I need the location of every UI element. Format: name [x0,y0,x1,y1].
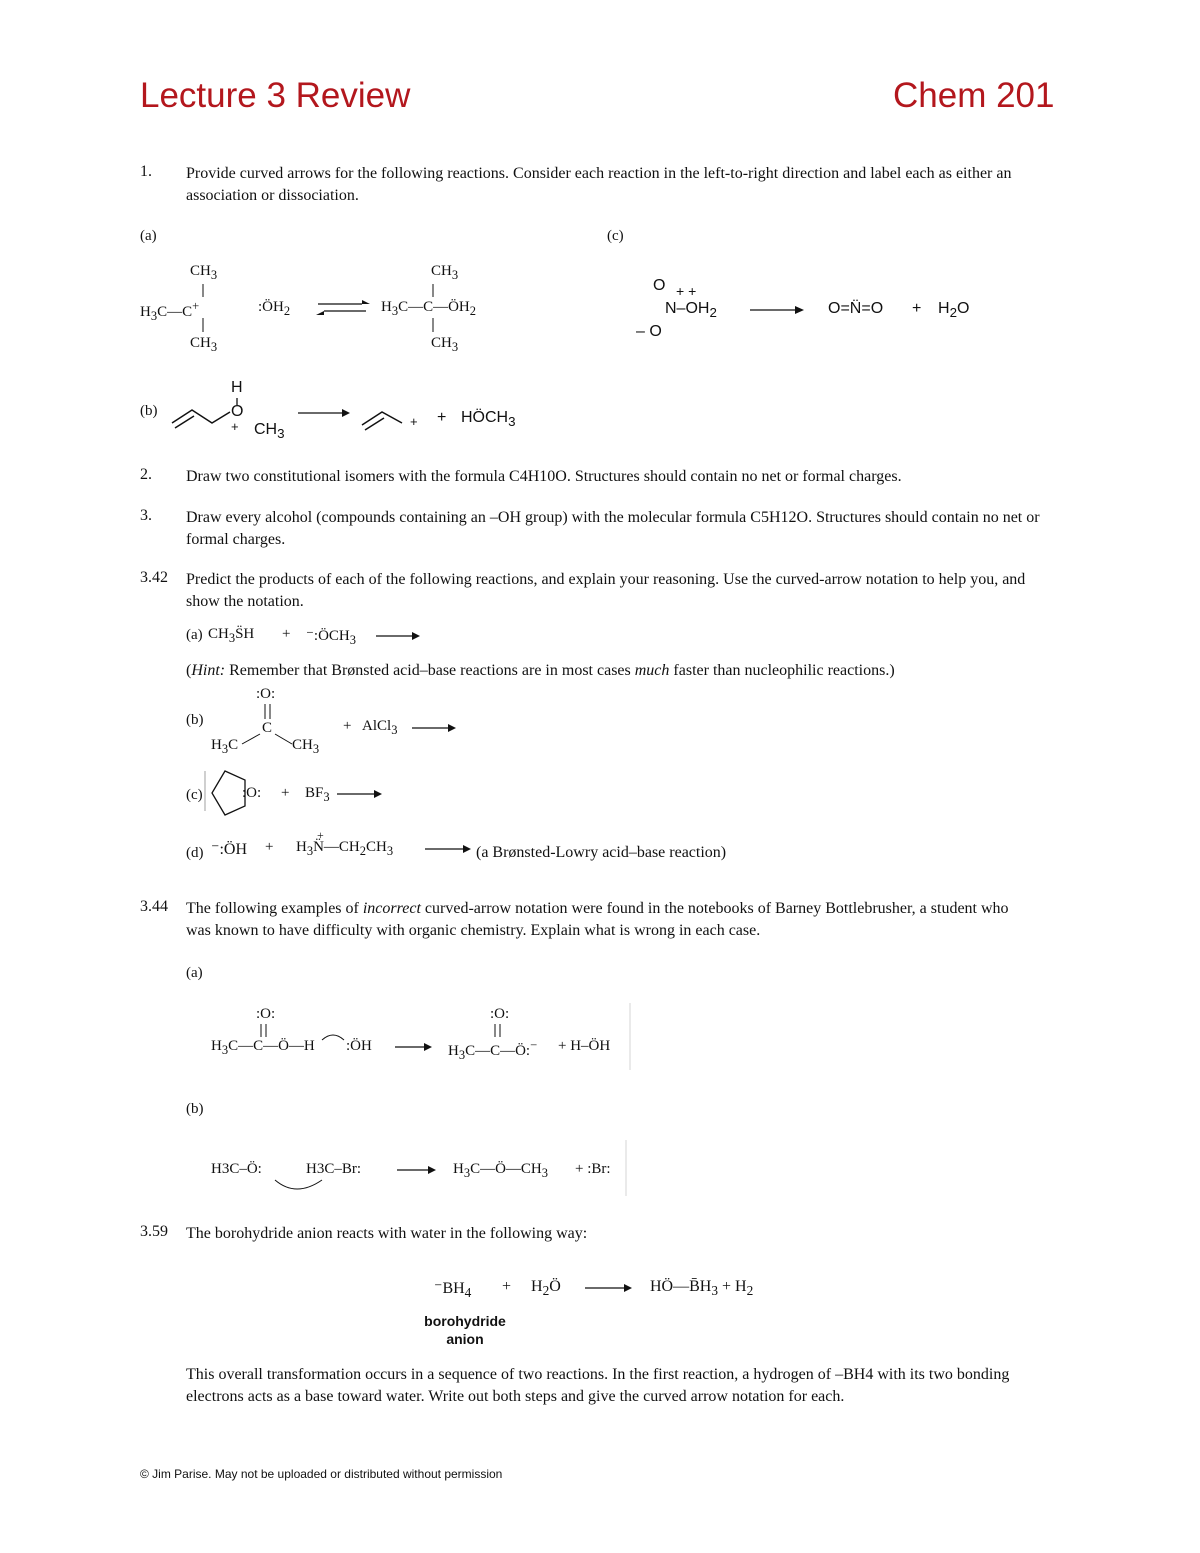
q1b-product: $HÖCH_3$ [461,409,516,430]
q342a-plus: + [282,626,291,642]
q342b-oxygen: :O: [256,686,276,702]
q1a-product-ch3-top: $CH_3$ [431,263,459,282]
q344b-p2: + :Br: [575,1161,611,1177]
q1c-plus: + [912,300,922,317]
q1b-charge: + [231,419,239,434]
question-3-number: 3. [140,507,152,524]
q342c-oxygen: :O: [242,785,262,801]
q1b-o: O [231,403,244,420]
q344b-r1: H3C–Ö: [211,1161,262,1177]
q342a-r1: $CH_3S̈H$ [208,626,255,645]
q359-reactant1: $^-BH_4$ [434,1280,472,1301]
q1b-label: (b) [140,403,158,419]
question-1-number: 1. [140,163,152,180]
q1a-product-ch3-bottom: $CH_3$ [431,335,459,354]
q1a-ch3-bottom: $CH_3$ [190,335,218,354]
q342a-label: (a) [186,627,203,643]
q1c-n-oh2: $N-OH_2$ [665,300,717,321]
q344b-label: (b) [186,1101,204,1117]
q1c-product-water: $H_2O$ [938,300,970,321]
q344a-label: (a) [186,965,203,981]
question-344-number: 3.44 [140,898,168,915]
q1c-label: (c) [607,228,624,244]
q342b-reagent: AlCl$_3$ [362,718,398,737]
q342d-r1: ⁻:ÖH [211,841,247,858]
q342b-carbon: C [262,720,273,736]
q359-arrow [0,0,1,1]
q342a-r2: $^-:ÖCH_3$ [306,628,357,647]
q1a-h3c: $H_3C—C^+$ [140,299,200,323]
q344b-p1: $H_3C—Ö—CH_3$ [453,1161,549,1180]
q1b-h: H [231,379,243,396]
q1c-o-minus: – O [636,323,662,340]
q1a-product: $H_3C—C—ÖH_2$ [381,299,477,318]
q359-caption: borohydride anion [424,1313,506,1347]
q344a-product2: + H–ÖH [558,1038,611,1054]
q1c-product-no2: O=N̈=O [828,300,884,317]
q342-hint: (Hint: Remember that Brønsted acid–base reactions are in most cases much faster than nucleophilic reactions.) [186,662,895,679]
q1a-water: $:ÖH_2$ [258,299,291,318]
q342d-label: (d) [186,845,204,861]
question-359-text: The borohydride anion reacts with water in the following way: [186,1225,588,1242]
question-359-number: 3.59 [140,1223,168,1240]
q342d-note: (a Brønsted-Lowry acid–base reaction) [476,844,727,861]
q342c-reagent: $BF_3$ [305,785,330,804]
q342c-plus: + [281,785,290,801]
question-3-text: Draw every alcohol (compounds containing an –OH group) with the molecular formula C5H12O. Structures should contain no net or formal charges. [186,509,1040,548]
q344a-product1: $H_3C—C—Ö:^-$ [448,1038,538,1062]
q359-product: $HÖ—B̄H_3 + H_2$ [650,1278,754,1299]
q342d-r2: $H_3N̈—CH_2CH_3$ [296,839,394,858]
course-name: Chem 201 [893,76,1055,115]
q1b-cation: + [410,414,418,429]
q1a-ch3-top: $CH_3$ [190,263,218,282]
question-2-text: Draw two constitutional isomers with the formula C4H10O. Structures should contain no net or formal charges. [186,468,902,485]
q344a-o-top: :O: [256,1006,276,1022]
q344a-reactant: $H_3C—C—Ö—H$ [211,1038,315,1057]
q1b-ch3: $CH_3$ [254,421,285,442]
q342b-label: (b) [186,712,204,728]
question-344-text: The following examples of incorrect curved-arrow notation were found in the notebooks of Barney Bottlebrusher, a student who was known to have difficulty with organic chemistry. Explain what is wrong in each case. [186,900,1009,939]
q342b-ch3: $CH_3$ [292,737,320,756]
question-342-number: 3.42 [140,569,168,586]
q342b-h3c: $H_3C$ [211,737,239,756]
q1c-o-top: O [653,277,666,294]
q344b-r2: H3C–Br: [306,1161,362,1177]
q344a-o-top2: :O: [490,1006,510,1022]
q1b-plus: + [437,409,447,426]
footer-copyright: © Jim Parise. May not be uploaded or distributed without permission [140,1467,503,1481]
question-342-text: Predict the products of each of the following reactions, and explain your reasoning. Use the curved-arrow notation to help you, and show the notation. [186,571,1026,610]
q1a-label: (a) [140,228,157,244]
page-title: Lecture 3 Review [140,76,411,115]
question-359-text2: This overall transformation occurs in a sequence of two reactions. In the first reaction, a hydrogen of –BH4 with its two bonding electrons acts as a base toward water. Write out both steps and give the curved arrow notation for each. [186,1366,1010,1405]
q1c-charges: + + [676,283,697,299]
q342b-plus: + [343,718,352,734]
q342c-label: (c) [186,787,203,803]
q359-plus: + [502,1278,512,1295]
q344a-water: :ÖH [346,1038,372,1054]
q342d-charge: + [317,828,324,842]
question-1-text: Provide curved arrows for the following reactions. Consider each reaction in the left-to-right direction and label each as either an association or dissociation. [186,165,1012,204]
question-2-number: 2. [140,466,152,483]
q342d-plus: + [265,839,274,855]
q359-reactant2: $H_2Ö$ [531,1278,561,1299]
